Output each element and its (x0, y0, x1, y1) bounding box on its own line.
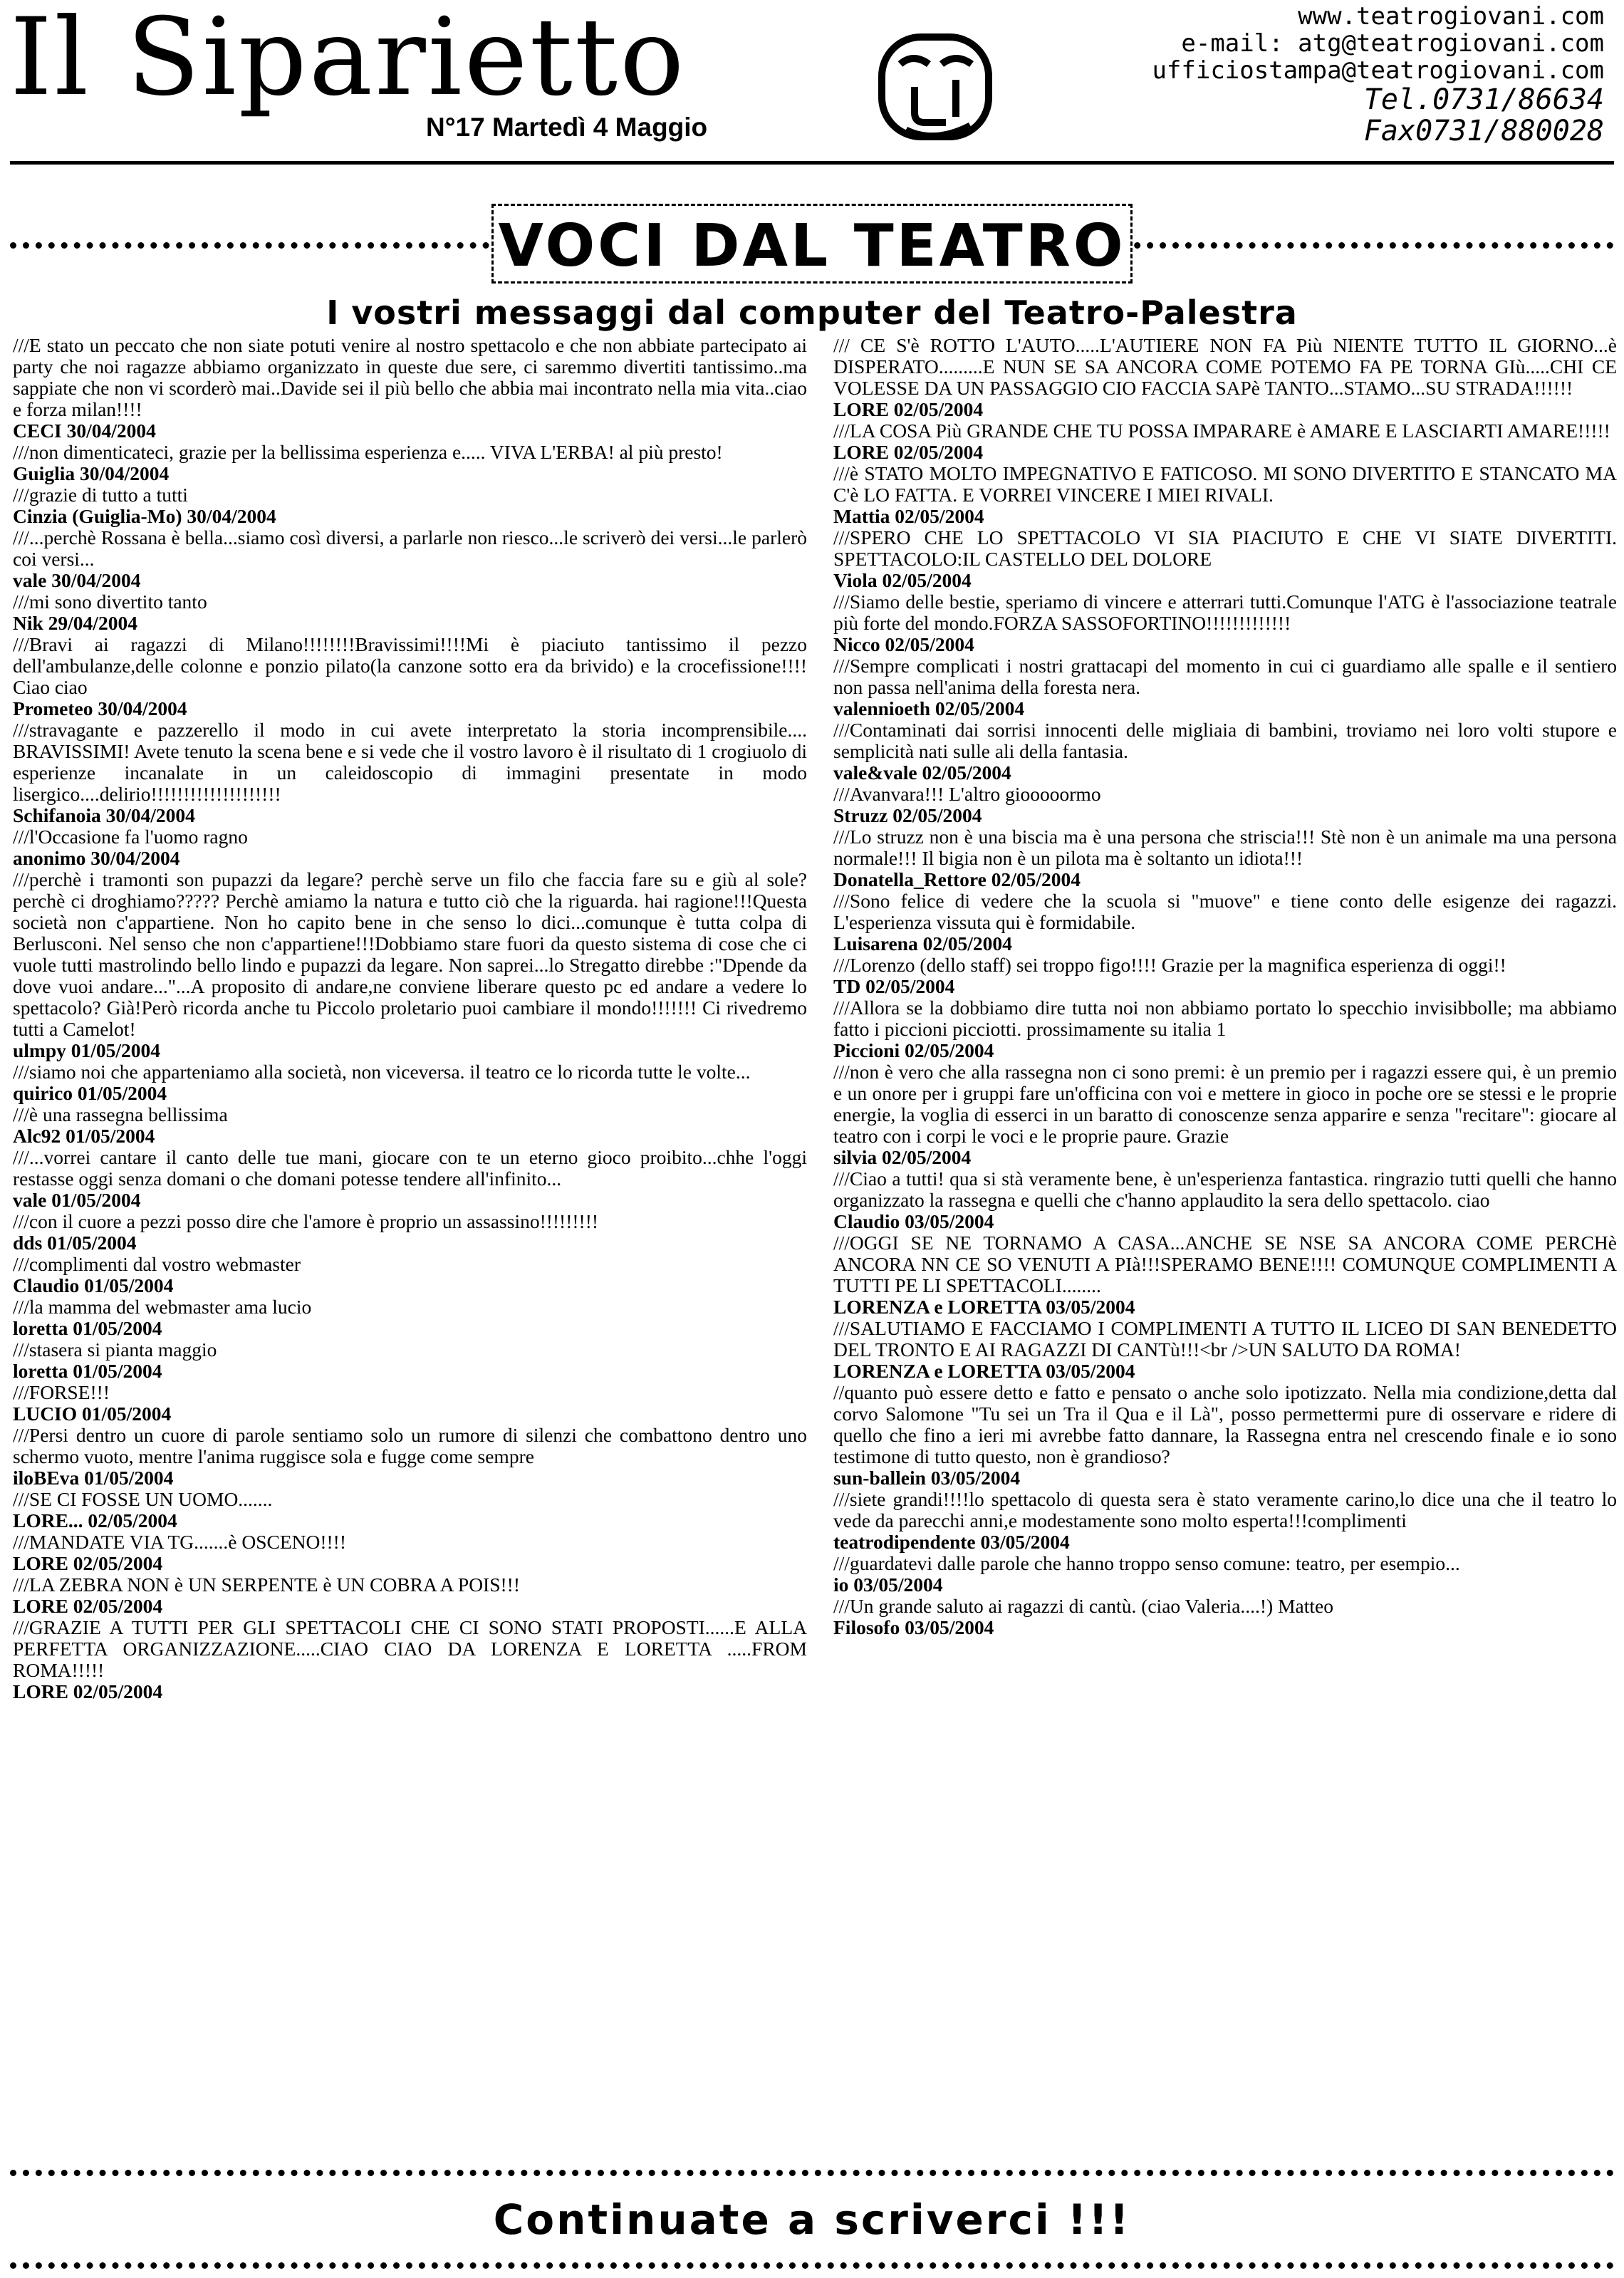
message-author: Filosofo 03/05/2004 (833, 1616, 994, 1638)
message-text: ///Persi dentro un cuore di parole sentiamo solo un rumore di silenzi che combattono dentro uno schermo vuoto, mentre l'anima ruggisce sola e fugge come sempre (13, 1424, 807, 1467)
message-text: ///siamo noi che apparteniamo alla società, non viceversa. il teatro ce lo ricorda tutte le volte... (13, 1061, 751, 1083)
message-author: valennioeth 02/05/2004 (833, 697, 1025, 719)
message-entry (13, 591, 807, 634)
message-text: ///Avanvara!!! L'altro giooooormo (833, 783, 1101, 805)
message-author: Donatella_Rettore 02/05/2004 (833, 868, 1081, 890)
message-text: ///complimenti dal vostro webmaster (13, 1253, 301, 1275)
message-entry (13, 1617, 807, 1702)
message-author: vale&vale 02/05/2004 (833, 761, 1011, 784)
message-text: ///la mamma del webmaster ama lucio (13, 1296, 312, 1318)
newspaper-title: Il Siparietto (10, 0, 687, 120)
masthead-divider (10, 161, 1614, 165)
message-entry (13, 634, 807, 719)
message-author: CECI 30/04/2004 (13, 420, 156, 442)
message-text: ///...vorrei cantare il canto delle tue mani, giocare con te un eterno gioco proibito...chhe l'oggi restasse oggi senza domani o che domani potesse tendere all'infinito... (13, 1146, 807, 1190)
message-text: ///...perchè Rossana è bella...siamo così diversi, a parlarle non riesco...le scriverò dei versi...le parlerò coi versi... (13, 526, 807, 570)
message-author: Struzz 02/05/2004 (833, 804, 982, 826)
message-text: ///l'Occasione fa l'uomo ragno (13, 826, 248, 848)
press-email-link[interactable]: ufficiostampa@teatrogiovani.com (1152, 56, 1604, 85)
message-entry (833, 1168, 1617, 1232)
message-author: Alc92 01/05/2004 (13, 1125, 155, 1147)
message-entry (13, 1296, 807, 1339)
message-text: /// CE S'è ROTTO L'AUTO.....L'AUTIERE NON FA Più NIENTE TUTTO IL GIORNO...è DISPERATO.........E NUN SE SA ANCORA COME POTEMO FA PE TORNA GIù.....CHI CE VOLESSE DA UN PASSAGGIO CIO FACCIA SAPè TANTO...STAMO...SU STRADA!!!!!! (833, 334, 1617, 399)
issue-date: N°17 Martedì 4 Maggio (426, 113, 708, 142)
message-author: silvia 02/05/2004 (833, 1146, 972, 1168)
message-author: vale 01/05/2004 (13, 1189, 141, 1211)
message-entry (13, 1104, 807, 1147)
message-text: ///non è vero che alla rassegna non ci sono premi: è un premio per i ragazzi essere qui, è un premio e un onore per i gruppi fare un'officina con voi e mettere in gioco in poche ore se stessi e le proprie energie, la voglia di esserci in un baratto di conoscenze senza apparire e senza "recitare": giocare al teatro con i corpi le voci e le proprie paure. Grazie (833, 1061, 1617, 1147)
message-author: anonimo 30/04/2004 (13, 847, 180, 869)
website-link[interactable]: www.teatrogiovani.com (1298, 2, 1604, 31)
message-entry (13, 826, 807, 869)
message-entry (13, 1147, 807, 1211)
message-author: Prometeo 30/04/2004 (13, 697, 187, 719)
message-text: ///perchè i tramonti son pupazzi da legare? perchè serve un filo che faccia fare su e giù al sole? perchè ci droghiamo????? Perchè amiamo la natura e tutto ciò che la riguarda. hai ragione!!!Questa società non c'appartiene. Non ho capito bene in che senso lo dici...comunque è tutta colpa di Berlusconi. Nel senso che non c'appartiene!!!Dobbiamo stare fuori da questo sistema di cose che ci vuole tutti mastrolindo bello lindo e pupazzi da legare. Non saprei...lo Stregatto direbbe :"Dpende da dove vuoi andare..."...A proposito di andare,ne conviene liberare questo pc ed andare a vedere lo spettacolo? Già!Però ricorda anche tu Piccolo proletario puoi cambiare il mondo!!!!!!! Ci rivedremo tutti a Camelot! (13, 868, 807, 1040)
message-author: Piccioni 02/05/2004 (833, 1039, 994, 1061)
message-author: LORE 02/05/2004 (13, 1552, 163, 1574)
message-entry (833, 1318, 1617, 1382)
message-text: ///mi sono divertito tanto (13, 591, 207, 613)
contact-info (1152, 3, 1604, 147)
message-entry (13, 1339, 807, 1382)
message-entry (13, 1531, 807, 1574)
message-entry (833, 719, 1617, 784)
message-author: Luisarena 02/05/2004 (833, 932, 1012, 955)
message-text: ///Bravi ai ragazzi di Milano!!!!!!!!Bravissimi!!!!Mi è piaciuto tantissimo il pezzo dell'ambulanze,delle colonne e ponzio pilato(la canzone sotto era da brivido) e la crocefissione!!!! Ciao ciao (13, 633, 807, 698)
message-text: ///SPERO CHE LO SPETTACOLO VI SIA PIACIUTO E CHE VI SIATE DIVERTITI. SPETTACOLO:IL CASTELLO DEL DOLORE (833, 526, 1617, 570)
message-text: ///Allora se la dobbiamo dire tutta noi non abbiamo portato lo specchio invisibbolle; ma abbiamo fatto i piccioni picciotti. prossimamente su italia 1 (833, 997, 1617, 1040)
message-text: ///Sempre complicati i nostri grattacapi del momento in cui ci guardiamo alle spalle e il sentiero non passa nell'anima della foresta nera. (833, 655, 1617, 698)
message-text: ///è una rassegna bellissima (13, 1103, 228, 1125)
message-entry (13, 869, 807, 1061)
message-entry (13, 442, 807, 484)
message-text: ///non dimenticateci, grazie per la bellissima esperienza e..... VIVA L'ERBA! al più presto! (13, 441, 723, 463)
message-text: ///SE CI FOSSE UN UOMO....... (13, 1488, 273, 1510)
message-author: teatrodipendente 03/05/2004 (833, 1531, 1070, 1553)
message-entry (833, 955, 1617, 997)
message-author: LORENZA e LORETTA 03/05/2004 (833, 1296, 1135, 1318)
message-text: ///GRAZIE A TUTTI PER GLI SPETTACOLI CHE CI SONO STATI PROPOSTI......E ALLA PERFETTA ORGANIZZAZIONE.....CIAO CIAO DA LORENZA E LORETTA .....FROM ROMA!!!!! (13, 1616, 807, 1681)
section-header-box (491, 204, 1133, 284)
message-text: ///Lo struzz non è una biscia ma è una persona che striscia!!! Stè non è un animale ma una persona normale!!! Il bigia non è un pilota ma è soltanto un idiota!!! (833, 826, 1617, 869)
message-author: Claudio 01/05/2004 (13, 1274, 174, 1296)
dotted-divider-footer-bottom (10, 2262, 1614, 2269)
message-entry (13, 1211, 807, 1254)
left-message-column (13, 335, 807, 1702)
message-author: Viola 02/05/2004 (833, 569, 972, 591)
message-text: ///FORSE!!! (13, 1381, 110, 1403)
message-author: Nik 29/04/2004 (13, 612, 137, 634)
message-author: ulmpy 01/05/2004 (13, 1039, 161, 1061)
message-entry (833, 997, 1617, 1061)
message-author: io 03/05/2004 (833, 1574, 943, 1596)
message-text: ///Lorenzo (dello staff) sei troppo figo!!!! Grazie per la magnifica esperienza di oggi!! (833, 954, 1506, 976)
message-author: Claudio 03/05/2004 (833, 1210, 994, 1232)
message-author: LORE 02/05/2004 (13, 1595, 163, 1617)
message-entry (833, 826, 1617, 890)
message-text: ///Sono felice di vedere che la scuola si "muove" e tiene conto delle esigenze dei ragazzi. L'esperienza vissuta qui è formidabile. (833, 890, 1617, 933)
message-text: ///E stato un peccato che non siate potuti venire al nostro spettacolo e che non abbiate partecipato ai party che noi ragazze abbiamo organizzato in queste due sere, ci saremmo divertiti tantissimo..ma sappiate che non vi scorderò mai..Davide sei il più bello che abbia mai incontrato nella mia vita..ciao e forza milan!!!! (13, 334, 807, 420)
message-text: ///stasera si pianta maggio (13, 1338, 217, 1361)
message-author: vale 30/04/2004 (13, 569, 141, 591)
section-subtitle: I vostri messaggi dal computer del Teatro-Palestra (326, 293, 1298, 332)
message-entry (13, 1425, 807, 1489)
message-author: Cinzia (Guiglia-Mo) 30/04/2004 (13, 505, 276, 527)
message-text: ///con il cuore a pezzi posso dire che l'amore è proprio un assassino!!!!!!!!! (13, 1210, 599, 1232)
message-entry (13, 335, 807, 442)
message-entry (833, 1061, 1617, 1168)
phone-number: Tel.0731/86634 (1363, 83, 1604, 116)
fax-number: Fax0731/880028 (1363, 115, 1604, 147)
message-text: ///SALUTIAMO E FACCIAMO I COMPLIMENTI A TUTTO IL LICEO DI SAN BENEDETTO DEL TRONTO E AI RAGAZZI DI CANTù!!!<br />UN SALUTO DA ROMA! (833, 1317, 1617, 1361)
message-author: TD 02/05/2004 (833, 975, 955, 997)
message-author: loretta 01/05/2004 (13, 1360, 162, 1382)
message-text: ///Siamo delle bestie, speriamo di vincere e atterrari tutti.Comunque l'ATG è l'associazione teatrale più forte del mondo.FORZA SASSOFORTINO!!!!!!!!!!!!! (833, 591, 1617, 634)
message-author: dds 01/05/2004 (13, 1232, 137, 1254)
message-text: ///stravagante e pazzerello il modo in cui avete interpretato la storia incomprensibile.... BRAVISSIMI! Avete tenuto la scena bene e si vede che il vostro lavoro è il risultato di 1 crogiuolo di esperienze incanalate in un caleidoscopio di immagini presentate in modo lisergico....delirio!!!!!!!!!!!!!!!!!!!! (13, 719, 807, 805)
message-text: ///guardatevi dalle parole che hanno troppo senso comune: teatro, per esempio... (833, 1552, 1460, 1574)
message-entry (13, 484, 807, 527)
message-entry (833, 1596, 1617, 1638)
message-text: ///Contaminati dai sorrisi innocenti delle migliaia di bambini, troviamo nei loro volti stupore e semplicità nati sulle ali della fantasia. (833, 719, 1617, 762)
message-author: Guiglia 30/04/2004 (13, 462, 170, 484)
message-author: quirico 01/05/2004 (13, 1082, 167, 1104)
dotted-divider-footer-top (10, 2170, 1614, 2176)
message-entry (833, 1382, 1617, 1489)
message-entry (833, 420, 1617, 463)
message-entry (833, 527, 1617, 591)
message-entry (833, 463, 1617, 527)
message-author: Mattia 02/05/2004 (833, 505, 984, 527)
message-entry (833, 655, 1617, 719)
email-link[interactable]: e-mail: atg@teatrogiovani.com (1181, 29, 1604, 58)
message-entry (13, 1489, 807, 1531)
message-author: iloBEva 01/05/2004 (13, 1467, 174, 1489)
message-entry (833, 1553, 1617, 1596)
message-author: LORE 02/05/2004 (13, 1680, 163, 1702)
footer-call-to-action: Continuate a scriverci !!! (493, 2195, 1131, 2244)
message-text: ///è STATO MOLTO IMPEGNATIVO E FATICOSO. MI SONO DIVERTITO E STANCATO MA C'è LO FATTA. E VORREI VINCERE I MIEI RIVALI. (833, 462, 1617, 506)
message-text: ///LA ZEBRA NON è UN SERPENTE è UN COBRA A POIS!!! (13, 1574, 520, 1596)
right-message-column (833, 335, 1617, 1638)
message-entry (13, 1382, 807, 1425)
message-text: ///Ciao a tutti! qua si stà veramente bene, è un'esperienza fantastica. ringrazio tutti quelli che hanno organizzato la rassegna e quelli che c'hanno applaudito la sera dello spettacolo. ciao (833, 1167, 1617, 1211)
message-entry (13, 1574, 807, 1617)
message-author: LORE 02/05/2004 (833, 398, 984, 420)
message-entry (13, 719, 807, 826)
message-text: ///siete grandi!!!!lo spettacolo di questa sera è stato veramente carino,lo dice una che il teatro lo vede da parecchi anni,e modestamente sono molto esperta!!!complimenti (833, 1488, 1617, 1531)
message-text: ///MANDATE VIA TG.......è OSCENO!!!! (13, 1531, 346, 1553)
message-author: LORE 02/05/2004 (833, 441, 984, 463)
message-text: ///LA COSA Più GRANDE CHE TU POSSA IMPARARE è AMARE E LASCIARTI AMARE!!!!! (833, 420, 1610, 442)
message-text: ///Un grande saluto ai ragazzi di cantù. (ciao Valeria....!) Matteo (833, 1595, 1333, 1617)
message-entry (13, 1254, 807, 1296)
message-entry (833, 890, 1617, 955)
message-author: Nicco 02/05/2004 (833, 633, 974, 655)
message-entry (13, 1061, 807, 1104)
message-text: ///grazie di tutto a tutti (13, 484, 188, 506)
message-author: loretta 01/05/2004 (13, 1317, 162, 1339)
message-entry (13, 527, 807, 591)
message-author: Schifanoia 30/04/2004 (13, 804, 195, 826)
theater-masks-logo-icon (872, 23, 1000, 151)
message-entry (833, 335, 1617, 420)
message-text: ///OGGI SE NE TORNAMO A CASA...ANCHE SE NSE SA ANCORA COME PERCHè ANCORA NN CE SO VENUTI A PIà!!!SPERAMO BENE!!!! COMUNQUE COMPLIMENTI A TUTTI PE LI SPETTACOLI........ (833, 1232, 1617, 1296)
message-author: sun-ballein 03/05/2004 (833, 1467, 1021, 1489)
message-entry (833, 1232, 1617, 1318)
message-author: LORE... 02/05/2004 (13, 1509, 177, 1531)
message-entry (833, 784, 1617, 826)
message-entry (833, 1489, 1617, 1553)
message-author: LUCIO 01/05/2004 (13, 1403, 172, 1425)
message-text: //quanto può essere detto e fatto e pensato o anche solo ipotizzato. Nella mia condizione,detta dal corvo Salomone "Tu sei un Tra il Qua e il Là", posso permettermi pure di osservare e ridere di quello che fino a ieri mi avrebbe fatto dannare, la Rassegna entra nel crescendo finale e io sono testimone di tutto questo, non è grandioso? (833, 1381, 1617, 1467)
message-entry (833, 591, 1617, 655)
message-author: LORENZA e LORETTA 03/05/2004 (833, 1360, 1135, 1382)
section-title: VOCI DAL TEATRO (498, 212, 1126, 280)
